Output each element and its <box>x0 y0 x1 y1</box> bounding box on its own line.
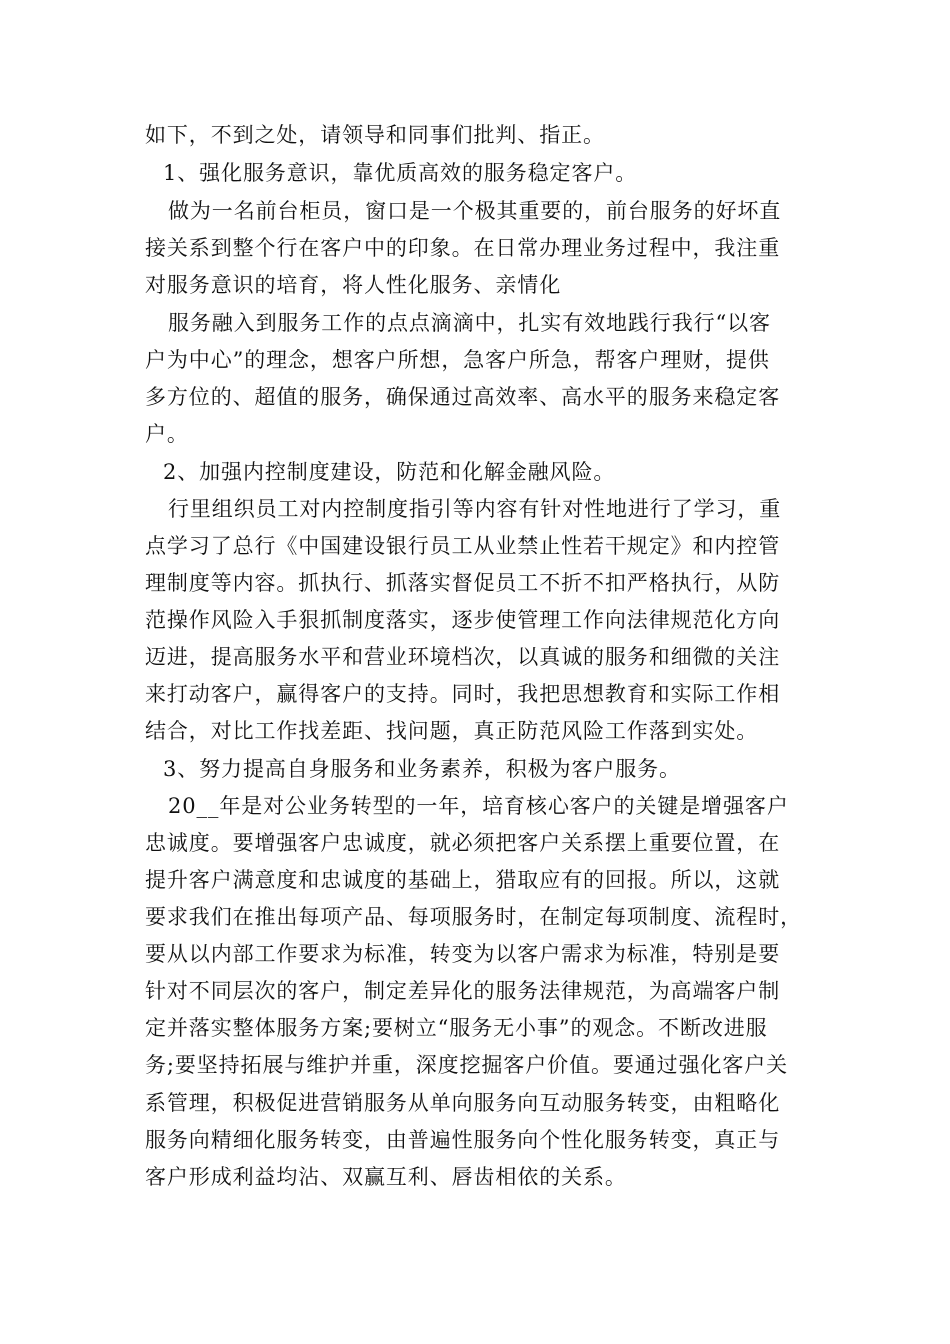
text-line: 务;要坚持拓展与维护并重，深度挖掘客户价值。要通过强化客户关 <box>145 1053 789 1077</box>
text-line: 要从以内部工作要求为标准，转变为以客户需求为标准，特别是要 <box>145 942 781 966</box>
text-line: 做为一名前台柜员，窗口是一个极其重要的，前台服务的好坏直 <box>168 199 782 223</box>
text-line: 对服务意识的培育，将人性化服务、亲情化 <box>145 273 562 297</box>
text-line: 提升客户满意度和忠诚度的基础上，猎取应有的回报。所以，这就 <box>145 868 781 892</box>
text-line: 如下，不到之处，请领导和同事们批判、指正。 <box>145 123 605 147</box>
text-line: 要求我们在推出每项产品、每项服务时，在制定每项制度、流程时， <box>145 905 802 929</box>
text-line: 服务融入到服务工作的点点滴滴中，扎实有效地践行我行“以客 <box>168 311 771 335</box>
text-line: 点学习了总行《中国建设银行员工从业禁止性若干规定》和内控管 <box>145 534 781 558</box>
text-line: 多方位的、超值的服务，确保通过高效率、高水平的服务来稳定客 <box>145 385 781 409</box>
text-line: 服务向精细化服务转变，由普遍性服务向个性化服务转变，真正与 <box>145 1128 781 1152</box>
text-line: 行里组织员工对内控制度指引等内容有针对性地进行了学习，重 <box>168 497 782 521</box>
text-line: 定并落实整体服务方案;要树立“服务无小事”的观念。不断改进服 <box>145 1016 768 1040</box>
section-heading-3: 3、努力提高自身服务和业务素养，积极为客户服务。 <box>163 757 681 781</box>
section-heading-1: 1、强化服务意识，靠优质高效的服务稳定客户。 <box>163 161 638 185</box>
section-heading-2: 2、加强内控制度建设，防范和化解金融风险。 <box>163 460 616 484</box>
text-line: 范操作风险入手狠抓制度落实，逐步使管理工作向法律规范化方向 <box>145 608 781 632</box>
text-line: 系管理，积极促进营销服务从单向服务向互动服务转变，由粗略化 <box>145 1091 781 1115</box>
text-line: 接关系到整个行在客户中的印象。在日常办理业务过程中，我注重 <box>145 236 781 260</box>
text-line: 户。 <box>145 422 189 446</box>
text-line: 客户形成利益均沾、双赢互利、唇齿相依的关系。 <box>145 1165 627 1189</box>
text-line: 理制度等内容。抓执行、抓落实督促员工不折不扣严格执行，从防 <box>145 571 781 595</box>
text-line: 来打动客户，赢得客户的支持。同时，我把思想教育和实际工作相 <box>145 682 781 706</box>
text-line: 户为中心”的理念，想客户所想，急客户所急，帮客户理财，提供 <box>145 348 770 372</box>
text-line: 迈进，提高服务水平和营业环境档次，以真诚的服务和细微的关注 <box>145 645 781 669</box>
text-line: 忠诚度。要增强客户忠诚度，就必须把客户关系摆上重要位置，在 <box>145 831 781 855</box>
text-line: 针对不同层次的客户，制定差异化的服务法律规范，为高端客户制 <box>145 979 781 1003</box>
text-line: 20__年是对公业务转型的一年，培育核心客户的关键是增强客户 <box>168 794 789 818</box>
text-line: 结合，对比工作找差距、找问题，真正防范风险工作落到实处。 <box>145 719 759 743</box>
